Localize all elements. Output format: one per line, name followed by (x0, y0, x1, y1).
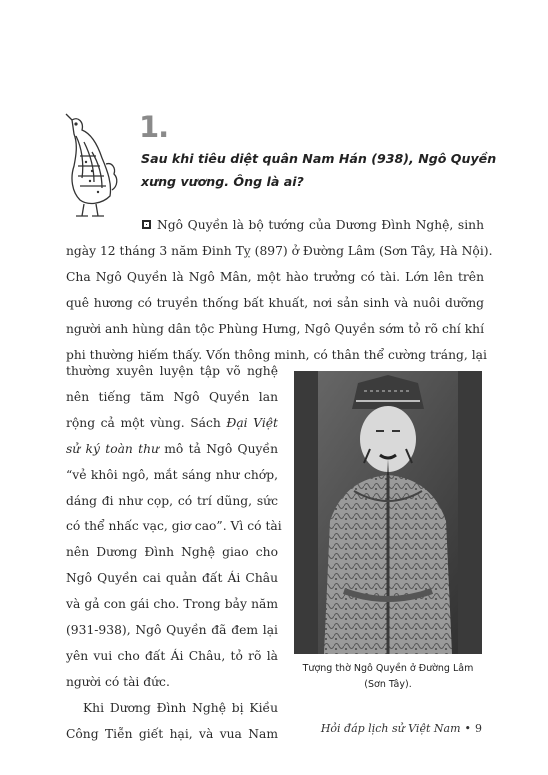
question-line: Sau khi tiêu diệt quân Nam Hán (938), Ngô Quyền (141, 151, 497, 166)
answer-line: Khi Dương Đình Nghệ bị Kiều (83, 700, 278, 715)
page-number: 9 (475, 722, 482, 735)
answer-line: và gả con gái cho. Trong bảy năm (66, 597, 278, 612)
answer-line: quê hương có truyền thống bất khuất, nơi sản sinh và nuôi dưỡng (66, 295, 484, 310)
answer-column (66, 359, 282, 748)
photo-caption (292, 661, 484, 693)
book-title-italic: Đại Việt (226, 415, 278, 430)
question-text (141, 147, 497, 193)
footer-separator: • (464, 722, 471, 735)
answer-line: rộng cả một vùng. Sách Đại Việt (66, 415, 278, 430)
answer-line: Cha Ngô Quyền là Ngô Mân, một hào trưởng có tài. Lớn lên trên (66, 269, 484, 284)
answer-line: phi thường hiếm thấy. Vốn thông minh, có thân thể cường tráng, lại (66, 347, 487, 362)
answer-line: có thể nhấc vạc, giơ cao”. Vì có tài (66, 519, 282, 534)
answer-line: Ngô Quyền cai quản đất Ái Châu (66, 571, 278, 586)
answer-line: người có tài đức. (66, 674, 170, 689)
answer-line: nên tiếng tăm Ngô Quyền lan (66, 389, 278, 404)
answer-line: ngày 12 tháng 3 năm Đinh Tỵ (897) ở Đường Lâm (Sơn Tây, Hà Nội). (66, 243, 493, 258)
caption-line: Tượng thờ Ngô Quyền ở Đường Lâm (302, 663, 474, 674)
answer-line: thường xuyên luyện tập võ nghệ (66, 364, 278, 378)
answer-line: (931-938), Ngô Quyền đã đem lại (66, 623, 278, 638)
answer-paragraph (66, 213, 493, 368)
answer-line: sử ký toàn thư mô tả Ngô Quyền (66, 441, 278, 456)
answer-line: Ngô Quyền là bộ tướng của Dương Đình Nghệ, sinh (66, 213, 484, 239)
bird-motif-icon (62, 112, 120, 222)
answer-square-icon (142, 220, 151, 229)
question-number: 1. (139, 110, 169, 144)
answer-line: người anh hùng dân tộc Phùng Hưng, Ngô Quyền sớm tỏ rõ chí khí (66, 321, 484, 336)
book-title: Hỏi đáp lịch sử Việt Nam (320, 722, 461, 735)
answer-line: Công Tiễn giết hại, và vua Nam (66, 726, 278, 741)
statue-photo (294, 371, 482, 654)
book-title-italic: sử ký toàn thư (66, 441, 159, 456)
question-line: xưng vương. Ông là ai? (141, 174, 304, 189)
answer-line: yên vui cho đất Ái Châu, tỏ rõ là (66, 648, 278, 663)
answer-line: dáng đi như cọp, có trí dũng, sức (66, 493, 278, 508)
caption-line: (Sơn Tây). (364, 679, 412, 690)
page-footer (321, 722, 482, 735)
answer-line: nên Dương Đình Nghệ giao cho (66, 545, 278, 560)
answer-line: “vẻ khôi ngô, mắt sáng như chớp, (66, 467, 278, 482)
